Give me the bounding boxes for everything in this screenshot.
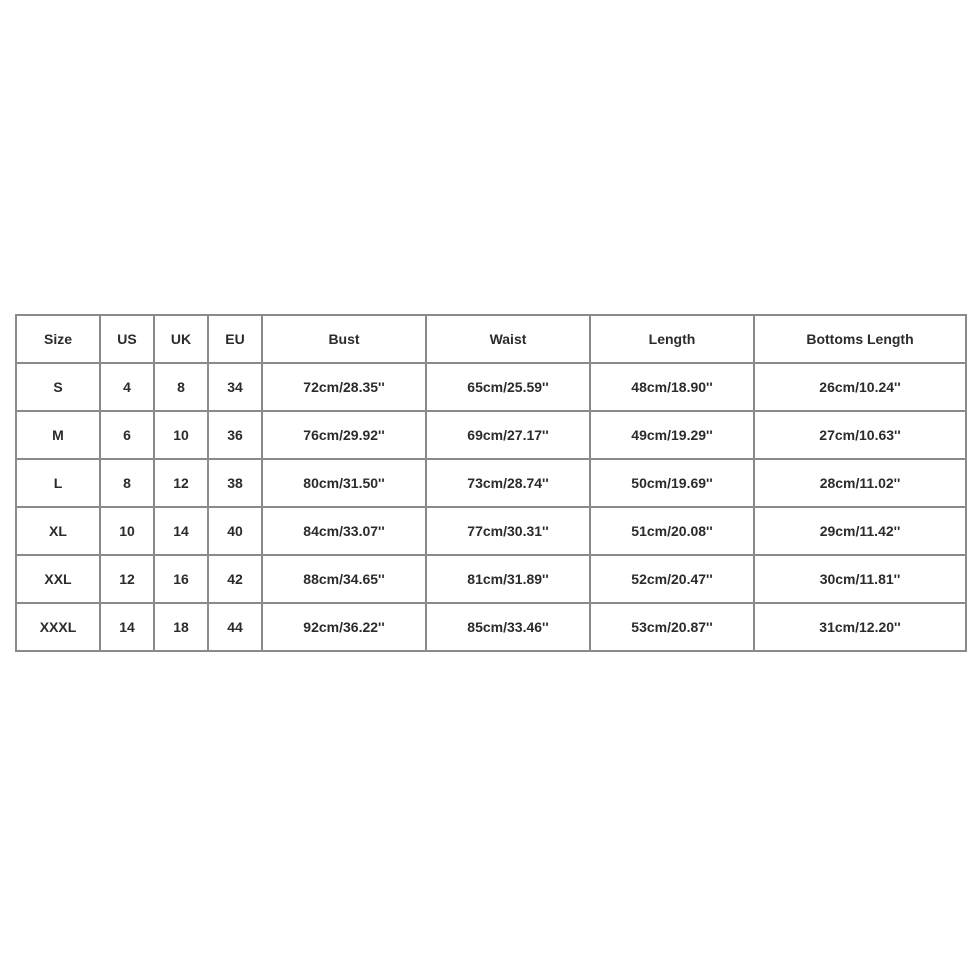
cell-size: M (16, 411, 100, 459)
cell-size: L (16, 459, 100, 507)
cell-uk: 12 (154, 459, 208, 507)
cell-bottoms-length: 26cm/10.24'' (754, 363, 966, 411)
header-waist: Waist (426, 315, 590, 363)
header-row (16, 315, 966, 363)
cell-us: 8 (100, 459, 154, 507)
cell-length: 52cm/20.47'' (590, 555, 754, 603)
cell-waist: 81cm/31.89'' (426, 555, 590, 603)
cell-length: 49cm/19.29'' (590, 411, 754, 459)
cell-waist: 85cm/33.46'' (426, 603, 590, 651)
cell-waist: 77cm/30.31'' (426, 507, 590, 555)
cell-eu: 40 (208, 507, 262, 555)
cell-eu: 44 (208, 603, 262, 651)
cell-length: 48cm/18.90'' (590, 363, 754, 411)
header-size: Size (16, 315, 100, 363)
cell-us: 4 (100, 363, 154, 411)
cell-size: S (16, 363, 100, 411)
cell-eu: 34 (208, 363, 262, 411)
cell-us: 10 (100, 507, 154, 555)
cell-uk: 18 (154, 603, 208, 651)
cell-bottoms-length: 31cm/12.20'' (754, 603, 966, 651)
cell-size: XXXL (16, 603, 100, 651)
cell-bottoms-length: 27cm/10.63'' (754, 411, 966, 459)
cell-uk: 10 (154, 411, 208, 459)
cell-size: XXL (16, 555, 100, 603)
cell-bottoms-length: 29cm/11.42'' (754, 507, 966, 555)
cell-length: 53cm/20.87'' (590, 603, 754, 651)
cell-bust: 76cm/29.92'' (262, 411, 426, 459)
cell-waist: 69cm/27.17'' (426, 411, 590, 459)
cell-bust: 80cm/31.50'' (262, 459, 426, 507)
header-bottoms-length: Bottoms Length (754, 315, 966, 363)
cell-length: 50cm/19.69'' (590, 459, 754, 507)
cell-uk: 8 (154, 363, 208, 411)
cell-size: XL (16, 507, 100, 555)
cell-eu: 42 (208, 555, 262, 603)
cell-eu: 38 (208, 459, 262, 507)
cell-us: 6 (100, 411, 154, 459)
header-bust: Bust (262, 315, 426, 363)
header-eu: EU (208, 315, 262, 363)
table-row (16, 459, 966, 507)
cell-length: 51cm/20.08'' (590, 507, 754, 555)
size-chart-table (15, 314, 967, 652)
cell-bust: 72cm/28.35'' (262, 363, 426, 411)
header-us: US (100, 315, 154, 363)
cell-bottoms-length: 30cm/11.81'' (754, 555, 966, 603)
cell-bust: 84cm/33.07'' (262, 507, 426, 555)
table-row (16, 363, 966, 411)
cell-waist: 65cm/25.59'' (426, 363, 590, 411)
cell-bust: 88cm/34.65'' (262, 555, 426, 603)
cell-uk: 14 (154, 507, 208, 555)
table-row (16, 507, 966, 555)
cell-uk: 16 (154, 555, 208, 603)
cell-us: 12 (100, 555, 154, 603)
cell-bust: 92cm/36.22'' (262, 603, 426, 651)
table-row (16, 603, 966, 651)
table-row (16, 555, 966, 603)
cell-eu: 36 (208, 411, 262, 459)
header-uk: UK (154, 315, 208, 363)
header-length: Length (590, 315, 754, 363)
table-row (16, 411, 966, 459)
cell-waist: 73cm/28.74'' (426, 459, 590, 507)
cell-us: 14 (100, 603, 154, 651)
cell-bottoms-length: 28cm/11.02'' (754, 459, 966, 507)
